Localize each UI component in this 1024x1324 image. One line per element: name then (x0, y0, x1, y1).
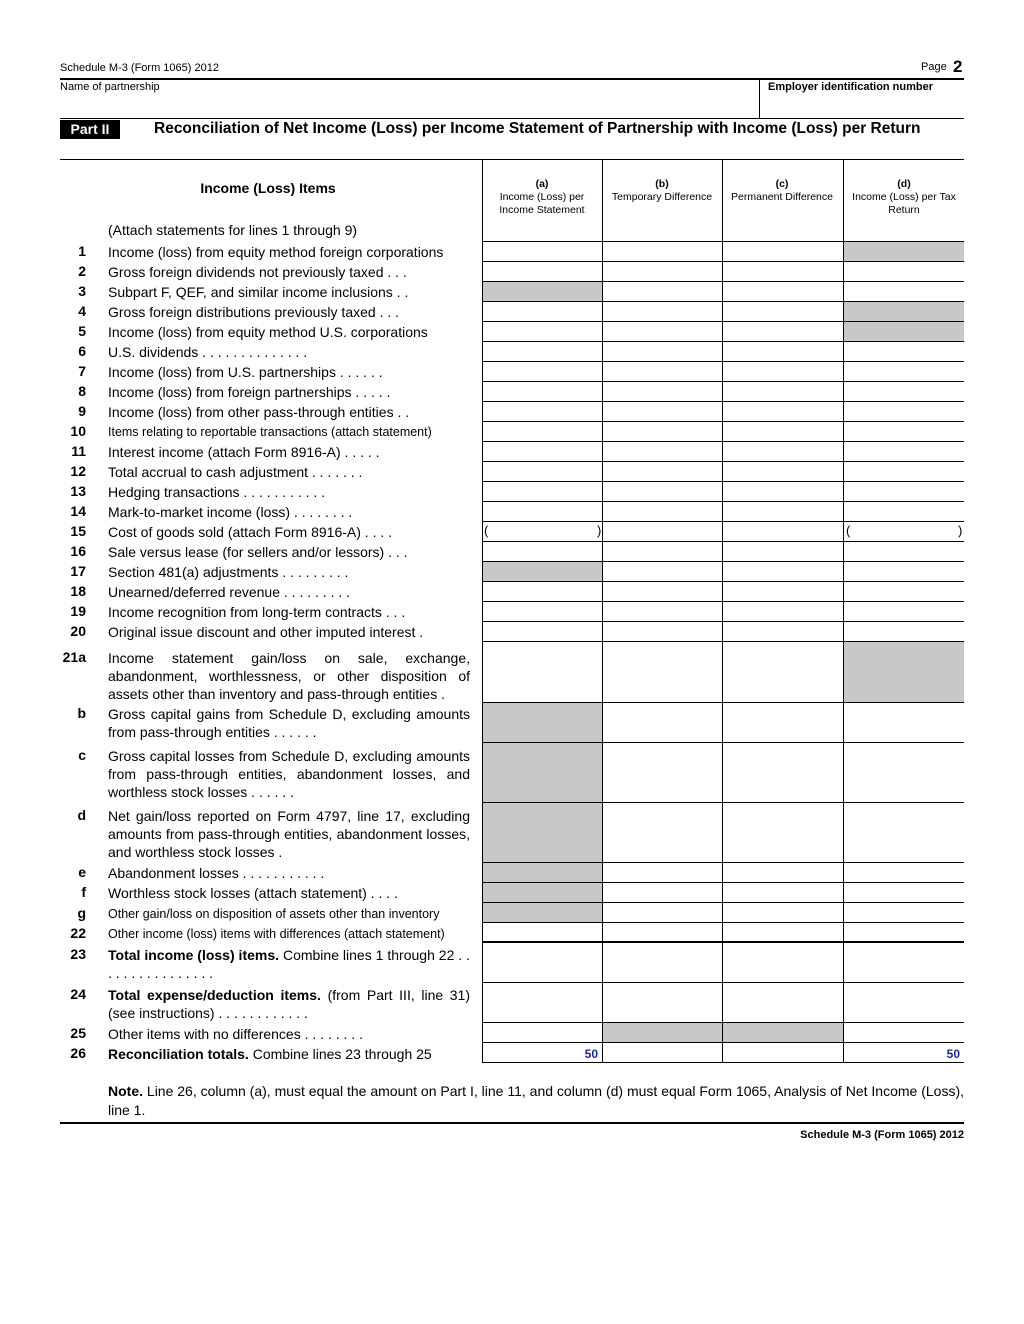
amount-cell[interactable] (483, 522, 601, 540)
line-text (108, 383, 470, 401)
line-text (108, 583, 470, 601)
amount-cell[interactable] (723, 743, 842, 801)
amount-cell[interactable] (483, 282, 601, 300)
line-text (108, 705, 470, 741)
items-column-title: Income (Loss) Items (200, 180, 336, 196)
line-text (108, 649, 470, 703)
line-number: e (78, 864, 86, 880)
line-description: Income (loss) from U.S. partnerships . . . . . . (108, 364, 383, 380)
amount-cell[interactable] (723, 803, 842, 861)
amount-cell[interactable] (603, 622, 721, 640)
line-bold-label: Total expense/deduction items. (108, 987, 321, 1003)
amount-cell[interactable] (844, 322, 963, 340)
line-number: 7 (78, 363, 86, 379)
amount-cell[interactable] (844, 462, 963, 480)
amount-cell[interactable] (603, 903, 721, 921)
amount-cell[interactable] (723, 863, 842, 881)
line-number: 25 (70, 1025, 86, 1041)
line-number: 13 (70, 483, 86, 499)
line-description: Section 481(a) adjustments . . . . . . . . . (108, 564, 349, 580)
line-text (108, 747, 470, 801)
amount-cell[interactable] (723, 422, 842, 440)
line-text (108, 623, 470, 641)
line-description: Gross capital gains from Schedule D, excluding amounts from pass-through entities . . . . . . (108, 706, 470, 740)
amount-cell[interactable] (844, 622, 963, 640)
amount-cell[interactable] (483, 482, 601, 500)
line-number: 23 (70, 946, 86, 962)
line-description: Income statement gain/loss on sale, exchange, abandonment, worthlessness, or other disposition of assets other than inventory and pass-through entities . (108, 650, 470, 702)
form-reference: Schedule M-3 (Form 1065) 2012 (60, 62, 219, 74)
amount-cell[interactable] (844, 482, 963, 500)
line-number: d (77, 807, 86, 823)
part-rule (60, 159, 964, 160)
amount-cell[interactable] (723, 342, 842, 360)
line-number: 10 (70, 423, 86, 439)
amount-cell[interactable] (483, 342, 601, 360)
amount-cell[interactable] (844, 703, 963, 741)
amount-cell[interactable] (603, 923, 721, 941)
line-number: 20 (70, 623, 86, 639)
attach-note: (Attach statements for lines 1 through 9) (108, 222, 358, 238)
ein-divider (759, 79, 760, 119)
line-text (108, 423, 470, 441)
amount-cell[interactable] (603, 743, 721, 801)
line-description: Net gain/loss reported on Form 4797, line 17, excluding amounts from pass-through entities, abandonment losses, and worthless stock losses . (108, 808, 470, 860)
amount-cell[interactable] (483, 903, 601, 921)
amount-cell[interactable] (723, 362, 842, 380)
amount-cell[interactable] (844, 943, 963, 981)
line-description: Combine lines 23 through 25 (248, 1046, 432, 1062)
amount-cell[interactable] (844, 302, 963, 320)
ein-label: Employer identification number (768, 81, 934, 93)
amount-cell[interactable] (483, 923, 601, 941)
line-description: Sale versus lease (for sellers and/or lessors) . . . (108, 544, 408, 560)
line-description: Subpart F, QEF, and similar income inclusions . . (108, 284, 409, 300)
page-number: 2 (953, 57, 963, 76)
amount-cell[interactable] (723, 382, 842, 400)
line-description: Gross capital losses from Schedule D, excluding amounts from pass-through entities, abandonment losses, and worthless stock losses . . . . . . (108, 748, 470, 800)
amount-cell[interactable] (483, 983, 601, 1021)
line-number: c (78, 747, 86, 763)
amount-cell[interactable] (483, 803, 601, 861)
column-c-heading: (c) Permanent Difference (731, 178, 833, 203)
amount-cell[interactable] (483, 262, 601, 280)
line-description: Income (loss) from foreign partnerships . . . . . (108, 384, 391, 400)
line-description: Other items with no differences . . . . . . . . (108, 1026, 363, 1042)
line-bold-label: Total income (loss) items. (108, 947, 280, 963)
note-label: Note. (108, 1083, 143, 1099)
line-description: Abandonment losses . . . . . . . . . . . (108, 865, 325, 881)
amount-cell[interactable] (603, 582, 721, 600)
line-text (108, 603, 470, 621)
line-description: Unearned/deferred revenue . . . . . . . . . (108, 584, 351, 600)
line-number: 6 (78, 343, 86, 359)
amount-cell[interactable] (603, 983, 721, 1021)
amount-cell[interactable] (603, 462, 721, 480)
column-a-heading: (a) Income (Loss) per Income Statement (499, 178, 585, 216)
amount-cell[interactable] (603, 482, 721, 500)
part-badge: Part II (60, 120, 120, 139)
line-text (108, 403, 470, 421)
amount-cell[interactable] (723, 943, 842, 981)
page-label: Page (921, 61, 947, 73)
amount-cell[interactable] (844, 923, 963, 941)
ein-field[interactable] (768, 95, 963, 117)
amount-cell[interactable] (483, 362, 601, 380)
line-text (108, 905, 470, 923)
amount-cell[interactable] (844, 743, 963, 801)
amount-cell[interactable] (844, 1023, 963, 1041)
amount-cell[interactable] (723, 562, 842, 580)
line-description: Income recognition from long-term contracts . . . (108, 604, 406, 620)
amount-cell[interactable] (844, 242, 963, 260)
line-text (108, 1025, 470, 1043)
line-text (108, 986, 470, 1022)
line-15-col-a-close-paren: ) (597, 523, 602, 538)
amount-cell[interactable] (603, 282, 721, 300)
line-number: f (81, 884, 86, 900)
line-text (108, 884, 470, 902)
amount-cell[interactable] (844, 903, 963, 921)
amount-cell[interactable] (603, 382, 721, 400)
line-description: Cost of goods sold (attach Form 8916-A) . . . . (108, 524, 393, 540)
amount-cell[interactable] (603, 342, 721, 360)
row-rule (482, 1062, 964, 1063)
note-text: Line 26, column (a), must equal the amount on Part I, line 11, and column (d) must equal Form 1065, Analysis of Net Income (Loss), line 1. (108, 1083, 964, 1118)
amount-cell[interactable] (723, 703, 842, 741)
line-number: 2 (78, 263, 86, 279)
amount-cell[interactable] (483, 382, 601, 400)
line-text (108, 523, 470, 541)
line-number: 16 (70, 543, 86, 559)
reconciliation-note (108, 1082, 964, 1120)
amount-cell[interactable] (844, 282, 963, 300)
line-text (108, 925, 470, 943)
amount-cell[interactable] (603, 302, 721, 320)
amount-cell[interactable] (844, 362, 963, 380)
footer-form-reference: Schedule M-3 (Form 1065) 2012 (800, 1129, 964, 1141)
line-description: Worthless stock losses (attach statement) . . . . (108, 885, 398, 901)
amount-cell[interactable] (603, 542, 721, 560)
amount-cell[interactable] (844, 342, 963, 360)
amount-cell[interactable] (723, 462, 842, 480)
amount-cell[interactable] (483, 642, 601, 701)
line-number: 8 (78, 383, 86, 399)
amount-cell[interactable] (483, 602, 601, 620)
amount-cell[interactable] (603, 863, 721, 881)
amount-cell[interactable] (723, 502, 842, 520)
amount-cell[interactable] (723, 442, 842, 460)
line-description: Original issue discount and other imputed interest . (108, 624, 424, 640)
line-description: Income (loss) from equity method foreign corporations (108, 244, 444, 260)
column-b-heading: (b) Temporary Difference (611, 178, 713, 203)
amount-cell[interactable] (603, 703, 721, 741)
line-description: Total accrual to cash adjustment . . . . . . . (108, 464, 363, 480)
amount-cell[interactable] (844, 382, 963, 400)
amount-cell[interactable] (844, 883, 963, 901)
amount-cell[interactable] (603, 1023, 721, 1041)
amount-cell[interactable] (723, 402, 842, 420)
amount-cell[interactable] (603, 602, 721, 620)
line-text (108, 807, 470, 861)
line-text (108, 323, 470, 341)
line-text (108, 303, 470, 321)
amount-cell[interactable] (483, 703, 601, 741)
amount-cell[interactable] (483, 883, 601, 901)
line-text (108, 243, 470, 261)
amount-cell[interactable] (723, 883, 842, 901)
amount-cell[interactable] (603, 1043, 721, 1061)
line-text (108, 1045, 470, 1063)
amount-cell[interactable] (483, 462, 601, 480)
line-description: Combine lines 1 through 22 . . . . . . . . . . . . . . . . (108, 947, 471, 981)
amount-cell[interactable] (723, 903, 842, 921)
amount-cell[interactable] (603, 442, 721, 460)
line-number: 9 (78, 403, 86, 419)
amount-cell[interactable] (483, 502, 601, 520)
line-number: g (77, 905, 86, 921)
line-number: 18 (70, 583, 86, 599)
amount-cell[interactable] (844, 542, 963, 560)
amount-cell[interactable] (483, 743, 601, 801)
column-d-heading: (d) Income (Loss) per Tax Return (852, 178, 956, 216)
partnership-name-field[interactable] (60, 94, 744, 116)
line-number: 15 (70, 523, 86, 539)
part-title: Reconciliation of Net Income (Loss) per Income Statement of Partnership with Income (Loss) per Return (154, 120, 921, 137)
amount-cell[interactable] (603, 422, 721, 440)
line-text (108, 343, 470, 361)
line-bold-label: Reconciliation totals. (108, 1046, 249, 1062)
amount-cell[interactable] (483, 542, 601, 560)
line-text (108, 503, 470, 521)
amount-cell[interactable] (844, 442, 963, 460)
amount-cell[interactable] (844, 803, 963, 861)
line-description: Other gain/loss on disposition of assets other than inventory (108, 907, 440, 921)
line-text (108, 543, 470, 561)
line-text (108, 363, 470, 381)
amount-cell[interactable] (844, 562, 963, 580)
amount-cell[interactable] (483, 562, 601, 580)
line-description: Gross foreign distributions previously taxed . . . (108, 304, 400, 320)
amount-cell[interactable] (483, 582, 601, 600)
partnership-name-label: Name of partnership (60, 81, 160, 93)
amount-cell[interactable] (483, 322, 601, 340)
line-number: 4 (78, 303, 86, 319)
line-15-col-d-open-paren: ( (846, 523, 851, 538)
amount-cell[interactable] (483, 943, 601, 981)
line-26-column-a-value[interactable]: 50 (584, 1047, 598, 1061)
amount-cell[interactable] (844, 602, 963, 620)
line-number: 22 (70, 925, 86, 941)
amount-cell[interactable] (723, 983, 842, 1021)
amount-cell[interactable] (603, 322, 721, 340)
line-number: 24 (70, 986, 86, 1002)
amount-cell[interactable] (723, 542, 842, 560)
line-text (108, 864, 470, 882)
amount-cell[interactable] (723, 242, 842, 260)
amount-cell[interactable] (844, 402, 963, 420)
amount-cell[interactable] (844, 522, 963, 540)
amount-cell[interactable] (603, 522, 721, 540)
line-number: b (77, 705, 86, 721)
amount-cell[interactable] (483, 402, 601, 420)
amount-cell[interactable] (603, 642, 721, 701)
amount-cell[interactable] (483, 622, 601, 640)
amount-cell[interactable] (603, 803, 721, 861)
amount-cell[interactable] (723, 923, 842, 941)
amount-cell[interactable] (603, 562, 721, 580)
footer-rule (60, 1122, 964, 1124)
amount-cell[interactable] (603, 883, 721, 901)
line-number: 12 (70, 463, 86, 479)
line-number: 11 (71, 443, 86, 459)
line-number: 1 (78, 243, 86, 259)
line-description: Income (loss) from equity method U.S. corporations (108, 324, 428, 340)
amount-cell[interactable] (723, 602, 842, 620)
amount-cell[interactable] (723, 482, 842, 500)
amount-cell[interactable] (844, 983, 963, 1021)
amount-cell[interactable] (603, 502, 721, 520)
amount-cell[interactable] (723, 1043, 842, 1061)
amount-cell[interactable] (844, 422, 963, 440)
line-number: 17 (70, 563, 86, 579)
amount-cell[interactable] (723, 642, 842, 701)
amount-cell[interactable] (723, 582, 842, 600)
amount-cell[interactable] (723, 262, 842, 280)
line-description: U.S. dividends . . . . . . . . . . . . . . (108, 344, 308, 360)
line-15-col-a-open-paren: ( (484, 523, 489, 538)
line-number: 5 (78, 323, 86, 339)
line-text (108, 563, 470, 581)
line-description: Mark-to-market income (loss) . . . . . . . . (108, 504, 353, 520)
line-description: Interest income (attach Form 8916-A) . . . . . (108, 444, 380, 460)
line-text (108, 463, 470, 481)
amount-cell[interactable] (723, 622, 842, 640)
amount-cell[interactable] (603, 943, 721, 981)
line-text (108, 443, 470, 461)
amount-cell[interactable] (844, 582, 963, 600)
line-description: Items relating to reportable transactions (attach statement) (108, 425, 432, 439)
line-number: 14 (70, 503, 86, 519)
amount-cell[interactable] (603, 262, 721, 280)
amount-cell[interactable] (723, 522, 842, 540)
line-description: Gross foreign dividends not previously taxed . . . (108, 264, 407, 280)
amount-cell[interactable] (844, 262, 963, 280)
line-text (108, 946, 470, 982)
line-description: Hedging transactions . . . . . . . . . . . (108, 484, 326, 500)
amount-cell[interactable] (483, 863, 601, 881)
line-number: 26 (70, 1045, 86, 1061)
line-number: 21a (62, 649, 86, 665)
line-description: (from Part III, line 31) (see instructions) . . . . . . . . . . . . (108, 987, 471, 1021)
line-text (108, 263, 470, 281)
line-number: 19 (70, 603, 86, 619)
amount-cell[interactable] (723, 302, 842, 320)
amount-cell[interactable] (483, 242, 601, 260)
amount-cell[interactable] (723, 282, 842, 300)
line-number: 3 (78, 283, 86, 299)
line-text (108, 483, 470, 501)
amount-cell[interactable] (603, 242, 721, 260)
line-description: Income (loss) from other pass-through entities . . (108, 404, 410, 420)
amount-cell[interactable] (483, 1023, 601, 1041)
amount-cell[interactable] (723, 322, 842, 340)
amount-cell[interactable] (483, 302, 601, 320)
line-15-col-d-close-paren: ) (958, 523, 963, 538)
amount-cell[interactable] (483, 442, 601, 460)
amount-cell[interactable] (844, 863, 963, 881)
line-26-column-d-value[interactable]: 50 (946, 1047, 960, 1061)
amount-cell[interactable] (483, 422, 601, 440)
amount-cell[interactable] (603, 402, 721, 420)
amount-cell[interactable] (723, 1023, 842, 1041)
line-text (108, 283, 470, 301)
header-rule (60, 78, 964, 80)
amount-cell[interactable] (603, 362, 721, 380)
amount-cell[interactable] (844, 502, 963, 520)
line-description: Other income (loss) items with differences (attach statement) (108, 927, 445, 941)
amount-cell[interactable] (844, 642, 963, 701)
